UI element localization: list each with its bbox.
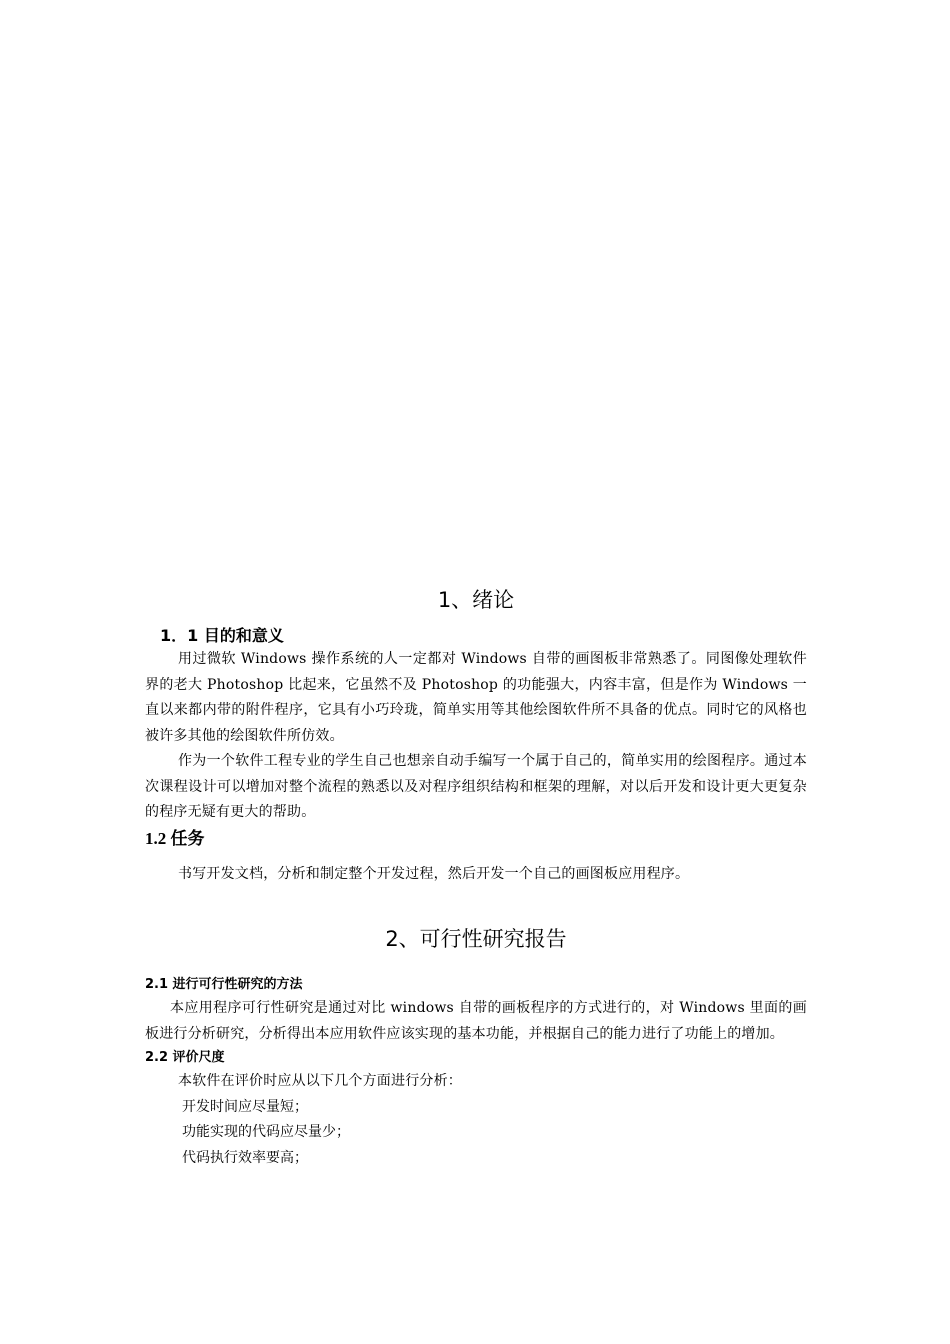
section-2-2-heading: 2.2 评价尺度	[145, 1050, 225, 1065]
section-2-2-intro: 本软件在评价时应从以下几个方面进行分析：	[178, 1073, 462, 1089]
section-1-2-heading: 1.2 任务	[145, 828, 205, 848]
section-1-2-paragraph: 书写开发文档，分析和制定整个开发过程，然后开发一个自己的画图板应用程序。	[178, 865, 690, 882]
section-2-1-paragraph: 本应用程序可行性研究是通过对比 windows 自带的画板程序的方式进行的，对 Windows 里面的画板进行分析研究，分析得出本应用软件应该实现的基本功能，并根据自己的能力进行了功能上的增加。	[145, 1000, 807, 1042]
criteria-item-1: 开发时间应尽量短；	[182, 1098, 308, 1115]
chapter-1-title: 1、绪论	[437, 588, 515, 612]
section-1-1-heading: 1．1 目的和意义	[160, 626, 284, 645]
criteria-item-2: 功能实现的代码应尽量少；	[182, 1124, 350, 1140]
section-1-1-paragraph-1: 用过微软 Windows 操作系统的人一定都对 Windows 自带的画图板非常熟悉了。同图像处理软件界的老大 Photoshop 比起来，它虽然不及 Photoshop 的功能强大，内容丰富，但是作为 Windows 一直以来都内带的附件程序，它具有小巧玲珑，简单实用等其他绘图软件所不具备的优点。同时它的风格也被许多其他的绘图软件所仿效。	[145, 651, 807, 744]
section-1-1-paragraph-2: 作为一个软件工程专业的学生自己也想亲自动手编写一个属于自己的，简单实用的绘图程序。通过本次课程设计可以增加对整个流程的熟悉以及对程序组织结构和框架的理解，对以后开发和设计更大更复杂的程序无疑有更大的帮助。	[145, 753, 807, 820]
section-2-1-heading: 2.1 进行可行性研究的方法	[145, 977, 303, 992]
chapter-2-title: 2、可行性研究报告	[385, 927, 567, 951]
criteria-item-3: 代码执行效率要高；	[182, 1149, 308, 1166]
page-content	[145, 585, 807, 1171]
